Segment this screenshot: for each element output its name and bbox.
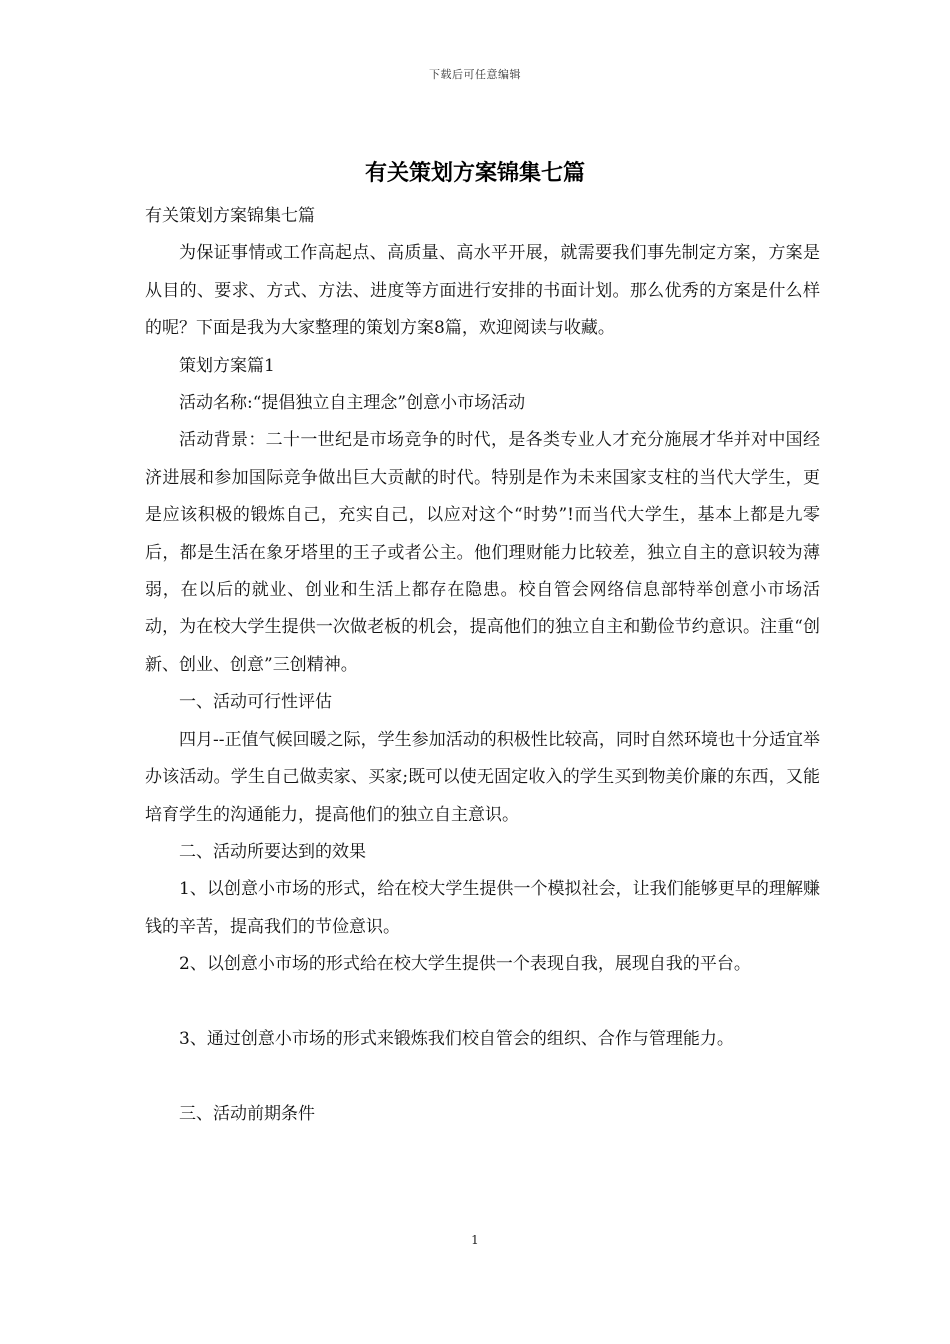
effect-item-2: 2、以创意小市场的形式给在校大学生提供一个表现自我，展现自我的平台。 (179, 954, 751, 975)
header-note: 下载后可任意编辑 (429, 68, 521, 81)
intro-paragraph: 为保证事情或工作高起点、高质量、高水平开展，就需要我们事先制定方案，方案是从目的、要求、方式、方法、进度等方面进行安排的书面计划。那么优秀的方案是什么样的呢？下面是我为大家整理的策划方案8篇，欢迎阅读与收藏。 (145, 243, 820, 339)
activity-name-paragraph: 活动名称:“提倡独立自主理念”创意小市场活动 (179, 393, 526, 414)
section-heading: 策划方案篇1 (179, 355, 275, 376)
document-body (145, 198, 820, 1133)
page-number: 1 (471, 1233, 479, 1247)
effect-item-3: 3、通过创意小市场的形式来锻炼我们校自管会的组织、合作与管理能力。 (179, 1028, 734, 1049)
section-heading: 二、活动所要达到的效果 (179, 841, 366, 862)
subtitle-paragraph: 有关策划方案锦集七篇 (145, 206, 315, 226)
effect-item-1: 1、以创意小市场的形式，给在校大学生提供一个模拟社会，让我们能够更早的理解赚钱的辛苦，提高我们的节俭意识。 (145, 879, 820, 937)
feasibility-paragraph: 四月--正值气候回暖之际，学生参加活动的积极性比较高，同时自然环境也十分适宜举办该活动。学生自己做卖家、买家;既可以使无固定收入的学生买到物美价廉的东西，又能培育学生的沟通能力，提高他们的独立自主意识。 (145, 729, 820, 825)
section-heading: 一、活动可行性评估 (179, 692, 332, 713)
activity-background-paragraph: 活动背景：二十一世纪是市场竞争的时代，是各类专业人才充分施展才华并对中国经济进展和参加国际竞争做出巨大贡献的时代。特别是作为未来国家支柱的当代大学生，更是应该积极的锻炼自己，充实自己，以应对这个“时势”!而当代大学生，基本上都是九零后，都是生活在象牙塔里的王子或者公主。他们理财能力比较差，独立自主的意识较为薄弱，在以后的就业、创业和生活上都存在隐患。校自管会网络信息部特举创意小市场活动，为在校大学生提供一次做老板的机会，提高他们的独立自主和勤俭节约意识。注重“创新、创业、创意”三创精神。 (145, 430, 820, 675)
section-heading: 三、活动前期条件 (179, 1103, 315, 1124)
document-title: 有关策划方案锦集七篇 (364, 160, 585, 186)
